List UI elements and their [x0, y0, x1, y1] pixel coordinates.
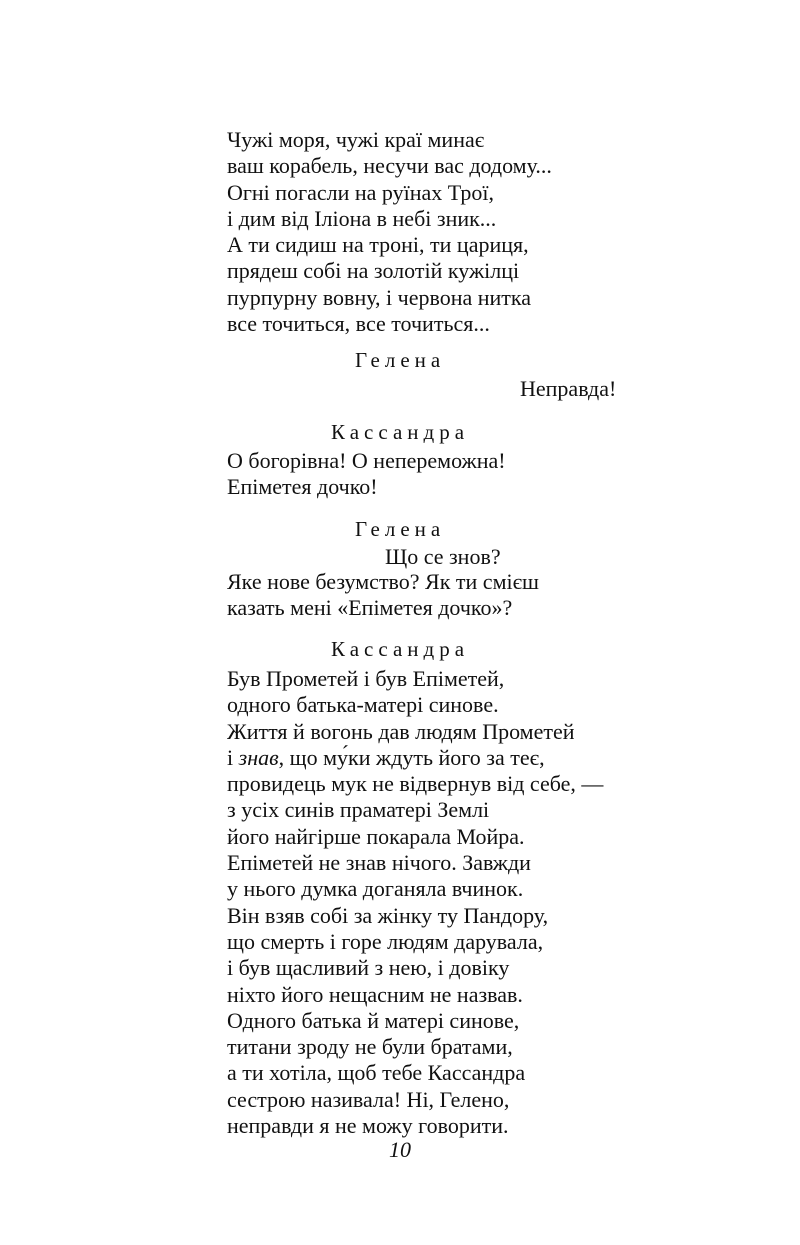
verse-line: що смерть і горе людям дарувала,: [227, 928, 544, 954]
verse-line-with-emphasis: [227, 745, 647, 771]
verse-line: провидець мук не відвернув від себе, —: [227, 771, 604, 797]
speaker-name: Гелена: [355, 348, 446, 372]
verse-line: А ти сидиш на троні, ти цариця,: [227, 232, 529, 258]
verse-line: Яке нове безумство? Як ти смієш: [227, 569, 539, 594]
verse-line: казать мені «Епіметея дочко»?: [227, 595, 513, 621]
verse-line: Життя й вогонь дав людям Прометей: [227, 718, 575, 744]
verse-fragment: і: [227, 744, 239, 770]
speaker-name: Кассандра: [331, 637, 470, 661]
verse-line: його найгірше покарала Мойра.: [227, 823, 525, 849]
verse-line: все точиться, все точиться...: [227, 311, 490, 337]
verse-line: і дим від Іліона в небі зник...: [227, 205, 497, 231]
verse-line: Неправда!: [520, 376, 617, 401]
verse-block-2: [227, 448, 647, 501]
verse-line: Огні погасли на руїнах Трої,: [227, 179, 494, 205]
verse-fragment: , що му́ки ждуть його за теє,: [278, 744, 545, 770]
verse-line: Епіметей не знав нічого. Завжди: [227, 850, 531, 876]
speaker-name: Кассандра: [331, 420, 470, 444]
verse-line: Чужі моря, чужі краї минає: [227, 127, 485, 152]
verse-block-3: [227, 569, 647, 622]
verse-line: ніхто його нещасним не назвав.: [227, 981, 523, 1007]
page-number: 10: [389, 1137, 411, 1162]
emphasized-word: знав: [238, 744, 279, 770]
verse-line: Одного батька й матері синове,: [227, 1007, 520, 1033]
verse-block-1: [227, 127, 647, 337]
verse-line: ваш корабель, несучи вас додому...: [227, 153, 552, 179]
verse-line: одного батька-матері синове.: [227, 692, 499, 718]
verse-line: Був Прометей і був Епіметей,: [227, 666, 505, 691]
verse-line: а ти хотіла, щоб тебе Кассандра: [227, 1060, 526, 1086]
speaker-name: Гелена: [355, 517, 446, 541]
verse-block-4: [227, 666, 647, 1139]
verse-line: Він взяв собі за жінку ту Пандору,: [227, 902, 549, 928]
verse-line: пурпурну вовну, і червона нитка: [227, 284, 532, 310]
verse-line: О богорівна! О непереможна!: [227, 448, 506, 473]
verse-line: Що се знов?: [385, 544, 501, 569]
verse-line: Епіметея дочко!: [227, 474, 378, 500]
verse-line: і був щасливий з нею, і довіку: [227, 955, 510, 981]
verse-line: у нього думка доганяла вчинок.: [227, 876, 524, 902]
verse-line: з усіх синів праматері Землі: [227, 797, 490, 823]
verse-line: неправди я не можу говорити.: [227, 1113, 509, 1139]
verse-line: прядеш собі на золотій кужілці: [227, 258, 520, 284]
verse-line: сестрою називала! Ні, Гелено,: [227, 1086, 510, 1112]
verse-line: титани зроду не були братами,: [227, 1034, 513, 1060]
